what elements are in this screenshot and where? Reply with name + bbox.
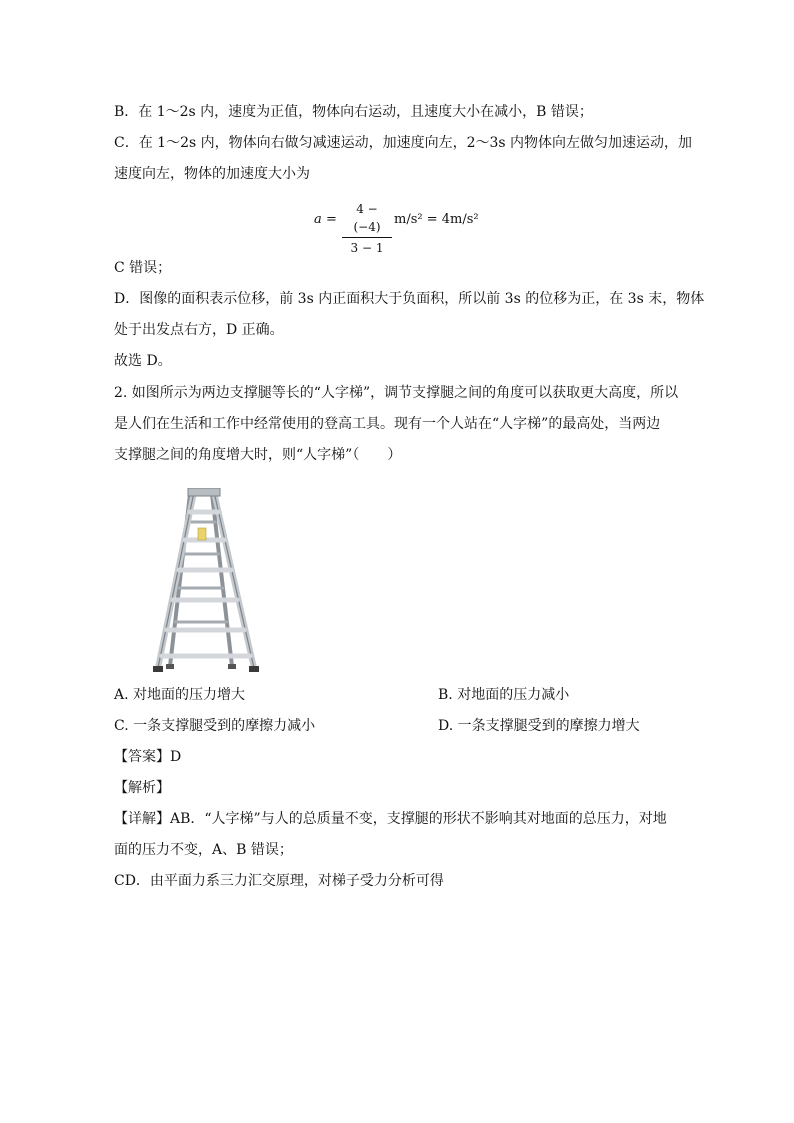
detail-line-1: 【详解】AB．“人字梯”与人的总质量不变，支撑腿的形状不影响其对地面的总压力，对地 xyxy=(114,811,667,827)
option-a: A. 对地面的压力增大 xyxy=(114,687,246,703)
acceleration-formula xyxy=(314,200,514,255)
option-b: B. 对地面的压力减小 xyxy=(438,687,570,703)
formula-denominator: 3 − 1 xyxy=(350,241,384,255)
option-c: C. 一条支撑腿受到的摩擦力减小 xyxy=(114,718,316,734)
formula-numerator: 4 − (−4) xyxy=(353,202,381,234)
fraction-bar xyxy=(342,237,392,238)
solution-line-d-cont: 处于出发点右方，D 正确。 xyxy=(114,322,284,338)
formula-fraction xyxy=(342,200,392,257)
option-d: D. 一条支撑腿受到的摩擦力增大 xyxy=(438,718,640,734)
formula-lhs: a xyxy=(314,212,322,227)
formula-equals: = xyxy=(326,212,337,227)
solution-line-c-wrong: C 错误； xyxy=(114,260,172,276)
step-ladder-image xyxy=(150,488,260,674)
question-2-line-3: 支撑腿之间的角度增大时，则“人字梯”（ ） xyxy=(114,447,402,463)
analysis-heading: 【解析】 xyxy=(114,780,170,796)
solution-conclusion: 故选 D。 xyxy=(114,353,172,369)
answer-line: 【答案】D xyxy=(114,749,182,765)
solution-line-c: C．在 1～2s 内，物体向右做匀减速运动，加速度向左，2～3s 内物体向左做匀加速运动，加 xyxy=(114,135,693,151)
solution-line-c-cont: 速度向左，物体的加速度大小为 xyxy=(114,166,310,182)
question-2-line-1: 2. 如图所示为两边支撑腿等长的“人字梯”，调节支撑腿之间的角度可以获取更大高度，所以 xyxy=(114,385,679,401)
solution-line-b: B．在 1～2s 内，速度为正值，物体向右运动，且速度大小在减小，B 错误； xyxy=(114,104,593,120)
detail-line-2: 面的压力不变，A、B 错误； xyxy=(114,842,293,858)
question-2-line-2: 是人们在生活和工作中经常使用的登高工具。现有一个人站在“人字梯”的最高处，当两边 xyxy=(114,416,661,432)
detail-line-cd: CD．由平面力系三力汇交原理，对梯子受力分析可得 xyxy=(114,873,444,889)
formula-rhs: m/s² = 4m/s² xyxy=(394,212,479,227)
solution-line-d: D．图像的面积表示位移，前 3s 内正面积大于负面积，所以前 3s 的位移为正，在 3s 末，物体 xyxy=(114,291,705,307)
